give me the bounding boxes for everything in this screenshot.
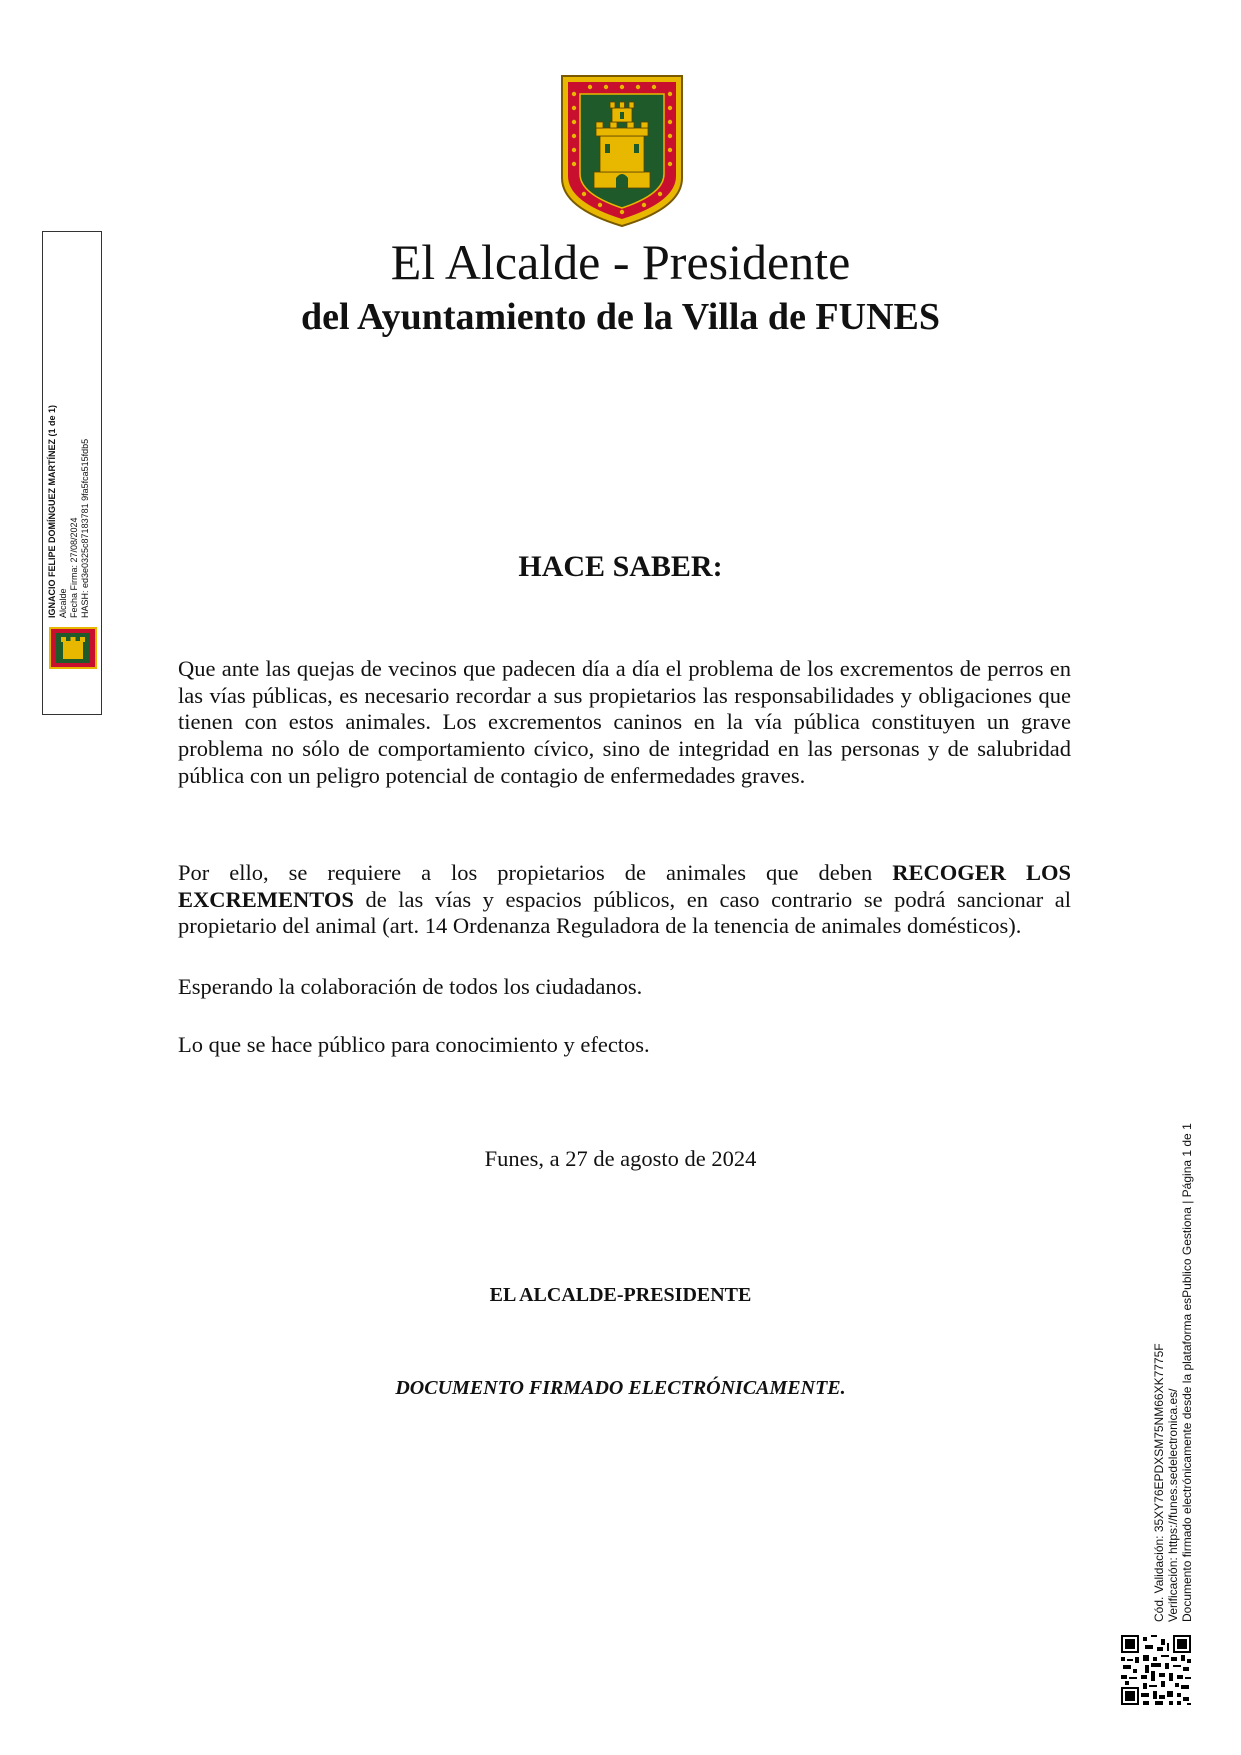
paragraph-2-text-start: Por ello, se requiere a los propietarios de animales que deben [178, 860, 893, 885]
signature-note: DOCUMENTO FIRMADO ELECTRÓNICAMENTE. [395, 1377, 846, 1399]
body-paragraph-4: Lo que se hace público para conocimiento y efectos. [178, 1032, 650, 1057]
stamp-hash: HASH: ed3e0325c87183781 9fa5fca515fdb5 [80, 438, 90, 618]
verification-platform: Documento firmado electrónicamente desde la plataforma esPublico Gestiona | Página 1 de 1 [1180, 1123, 1194, 1622]
stamp-date: Fecha Firma: 27/08/2024 [69, 517, 79, 618]
verification-text [1152, 1082, 1194, 1622]
body-paragraph-1: Que ante las quejas de vecinos que padecen día a día el problema de los excrementos de perros en las vías públicas, es necesario recordar a sus propietarios las responsabilidades y obligaciones que tienen con estos animales. Los excrementos caninos en la vía pública constituyen un grave problema no sólo de comportamiento cívico, sino de integridad en las personas y de salubridad pública con un peligro potencial de contagio de enfermedades graves. [178, 656, 1071, 788]
verification-url: Verificación: https://funes.sedelectronica.es/ [1166, 1388, 1180, 1622]
signature-title: EL ALCALDE-PRESIDENTE [489, 1284, 752, 1306]
stamp-role: Alcalde [58, 588, 68, 618]
page-title: El Alcalde - Presidente [390, 234, 851, 290]
stamp-signer: IGNACIO FELIPE DOMÍNGUEZ MARTÍNEZ (1 de 1) [47, 404, 57, 618]
qr-code-icon[interactable] [1121, 1635, 1191, 1705]
coat-of-arms-icon [560, 74, 684, 228]
stamp-text [47, 318, 91, 618]
stamp-crest-icon [49, 627, 97, 669]
paragraph-2-text-end: de las vías y espacios públicos, en caso contrario se podrá sancionar al propietario del animal (art. 14 Ordenanza Reguladora de la tenencia de animales domésticos). [178, 886, 1071, 939]
paragraph-2-emphasis: RECOGER LOS EXCREMENTOS [178, 860, 1071, 912]
page-subtitle: del Ayuntamiento de la Villa de FUNES [300, 296, 941, 338]
verification-code: Cód. Validación: 35XY76EPDXSM75NM66XK7775F [1152, 1343, 1166, 1622]
body-paragraph-3: Esperando la colaboración de todos los ciudadanos. [178, 974, 643, 999]
date-line: Funes, a 27 de agosto de 2024 [484, 1146, 757, 1171]
body-paragraph-2 [178, 860, 1071, 940]
signature-stamp [42, 231, 102, 715]
section-heading: HACE SABER: [518, 550, 723, 583]
